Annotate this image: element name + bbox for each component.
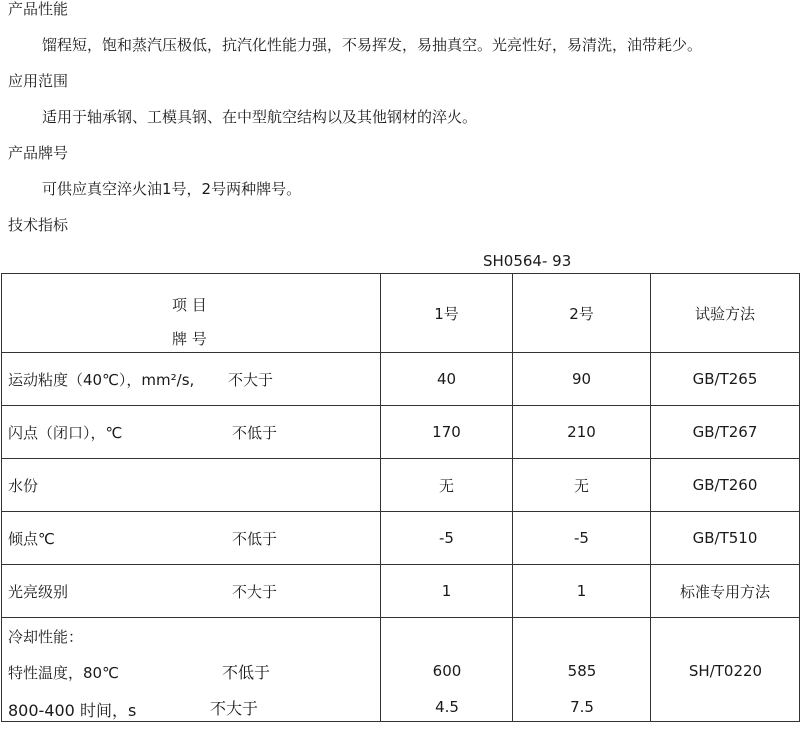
table-row — [2, 512, 800, 565]
table-header-row — [2, 274, 800, 353]
cooling-time-value-2: 7.5 — [570, 698, 594, 716]
header-col2: 2号 — [513, 274, 651, 353]
application-heading: 应用范围 — [8, 72, 69, 90]
cooling-temp-label: 特性温度，80℃ — [8, 664, 119, 682]
standard-code: SH0564- 93 — [483, 252, 572, 270]
cooling-time-value-1: 4.5 — [435, 698, 459, 716]
cooling-title: 冷却性能： — [8, 628, 84, 646]
row-condition: 不低于 — [232, 529, 278, 548]
row-item-cell — [2, 406, 381, 459]
tech-heading: 技术指标 — [8, 216, 69, 234]
row-value-2: 210 — [513, 406, 651, 459]
row-item: 水份 — [8, 476, 39, 495]
row-item: 运动粘度（40℃），mm²/s, — [8, 370, 195, 389]
cooling-time-condition: 不大于 — [210, 699, 259, 718]
table-row — [2, 565, 800, 618]
table-row — [2, 459, 800, 512]
row-method: GB/T260 — [651, 459, 800, 512]
application-text: 适用于轴承钢、工模具钢、在中型航空结构以及其他钢材的淬火。 — [42, 108, 478, 126]
header-col3: 试验方法 — [651, 274, 800, 353]
row-method: GB/T267 — [651, 406, 800, 459]
row-item: 光亮级别 — [8, 582, 69, 601]
row-value-2: 1 — [513, 565, 651, 618]
row-method: GB/T265 — [651, 353, 800, 406]
row-value-1: 无 — [381, 459, 513, 512]
spec-table — [1, 273, 800, 722]
row-value-1: -5 — [381, 512, 513, 565]
table-row — [2, 353, 800, 406]
row-value-2: 无 — [513, 459, 651, 512]
grade-heading: 产品牌号 — [8, 144, 69, 162]
row-value-1: 40 — [381, 353, 513, 406]
cooling-values-1 — [381, 618, 513, 722]
cooling-temp-value-2: 585 — [567, 662, 597, 680]
cooling-method-cell — [651, 618, 800, 722]
cooling-row — [2, 618, 800, 722]
row-item-cell — [2, 512, 381, 565]
row-value-2: 90 — [513, 353, 651, 406]
table-row — [2, 406, 800, 459]
cooling-values-2 — [513, 618, 651, 722]
row-method: 标准专用方法 — [651, 565, 800, 618]
row-item: 闪点（闭口），℃ — [8, 423, 123, 442]
row-value-1: 1 — [381, 565, 513, 618]
performance-heading: 产品性能 — [8, 0, 69, 18]
cooling-time-label: 800-400 时间，s — [8, 701, 137, 720]
grade-text: 可供应真空淬火油1号，2号两种牌号。 — [42, 180, 302, 198]
performance-text: 馏程短，饱和蒸汽压极低，抗汽化性能力强，不易挥发，易抽真空。光亮性好，易清洗，油带耗少。 — [42, 36, 703, 54]
row-condition: 不低于 — [232, 423, 278, 442]
row-item-cell — [2, 565, 381, 618]
row-value-2: -5 — [513, 512, 651, 565]
row-item-cell — [2, 459, 381, 512]
header-item-label: 项 目 — [172, 296, 207, 314]
header-item-grade-cell — [2, 274, 381, 353]
header-col1: 1号 — [381, 274, 513, 353]
row-item: 倾点℃ — [8, 529, 55, 548]
row-condition: 不大于 — [228, 370, 274, 389]
header-grade-label: 牌 号 — [172, 330, 207, 348]
row-item-cell — [2, 353, 381, 406]
row-condition: 不大于 — [232, 582, 278, 601]
cooling-temp-condition: 不低于 — [222, 663, 271, 682]
row-value-1: 170 — [381, 406, 513, 459]
cooling-temp-value-1: 600 — [432, 662, 462, 680]
cooling-method: SH/T0220 — [688, 662, 763, 680]
cooling-item-cell — [2, 618, 381, 722]
row-method: GB/T510 — [651, 512, 800, 565]
